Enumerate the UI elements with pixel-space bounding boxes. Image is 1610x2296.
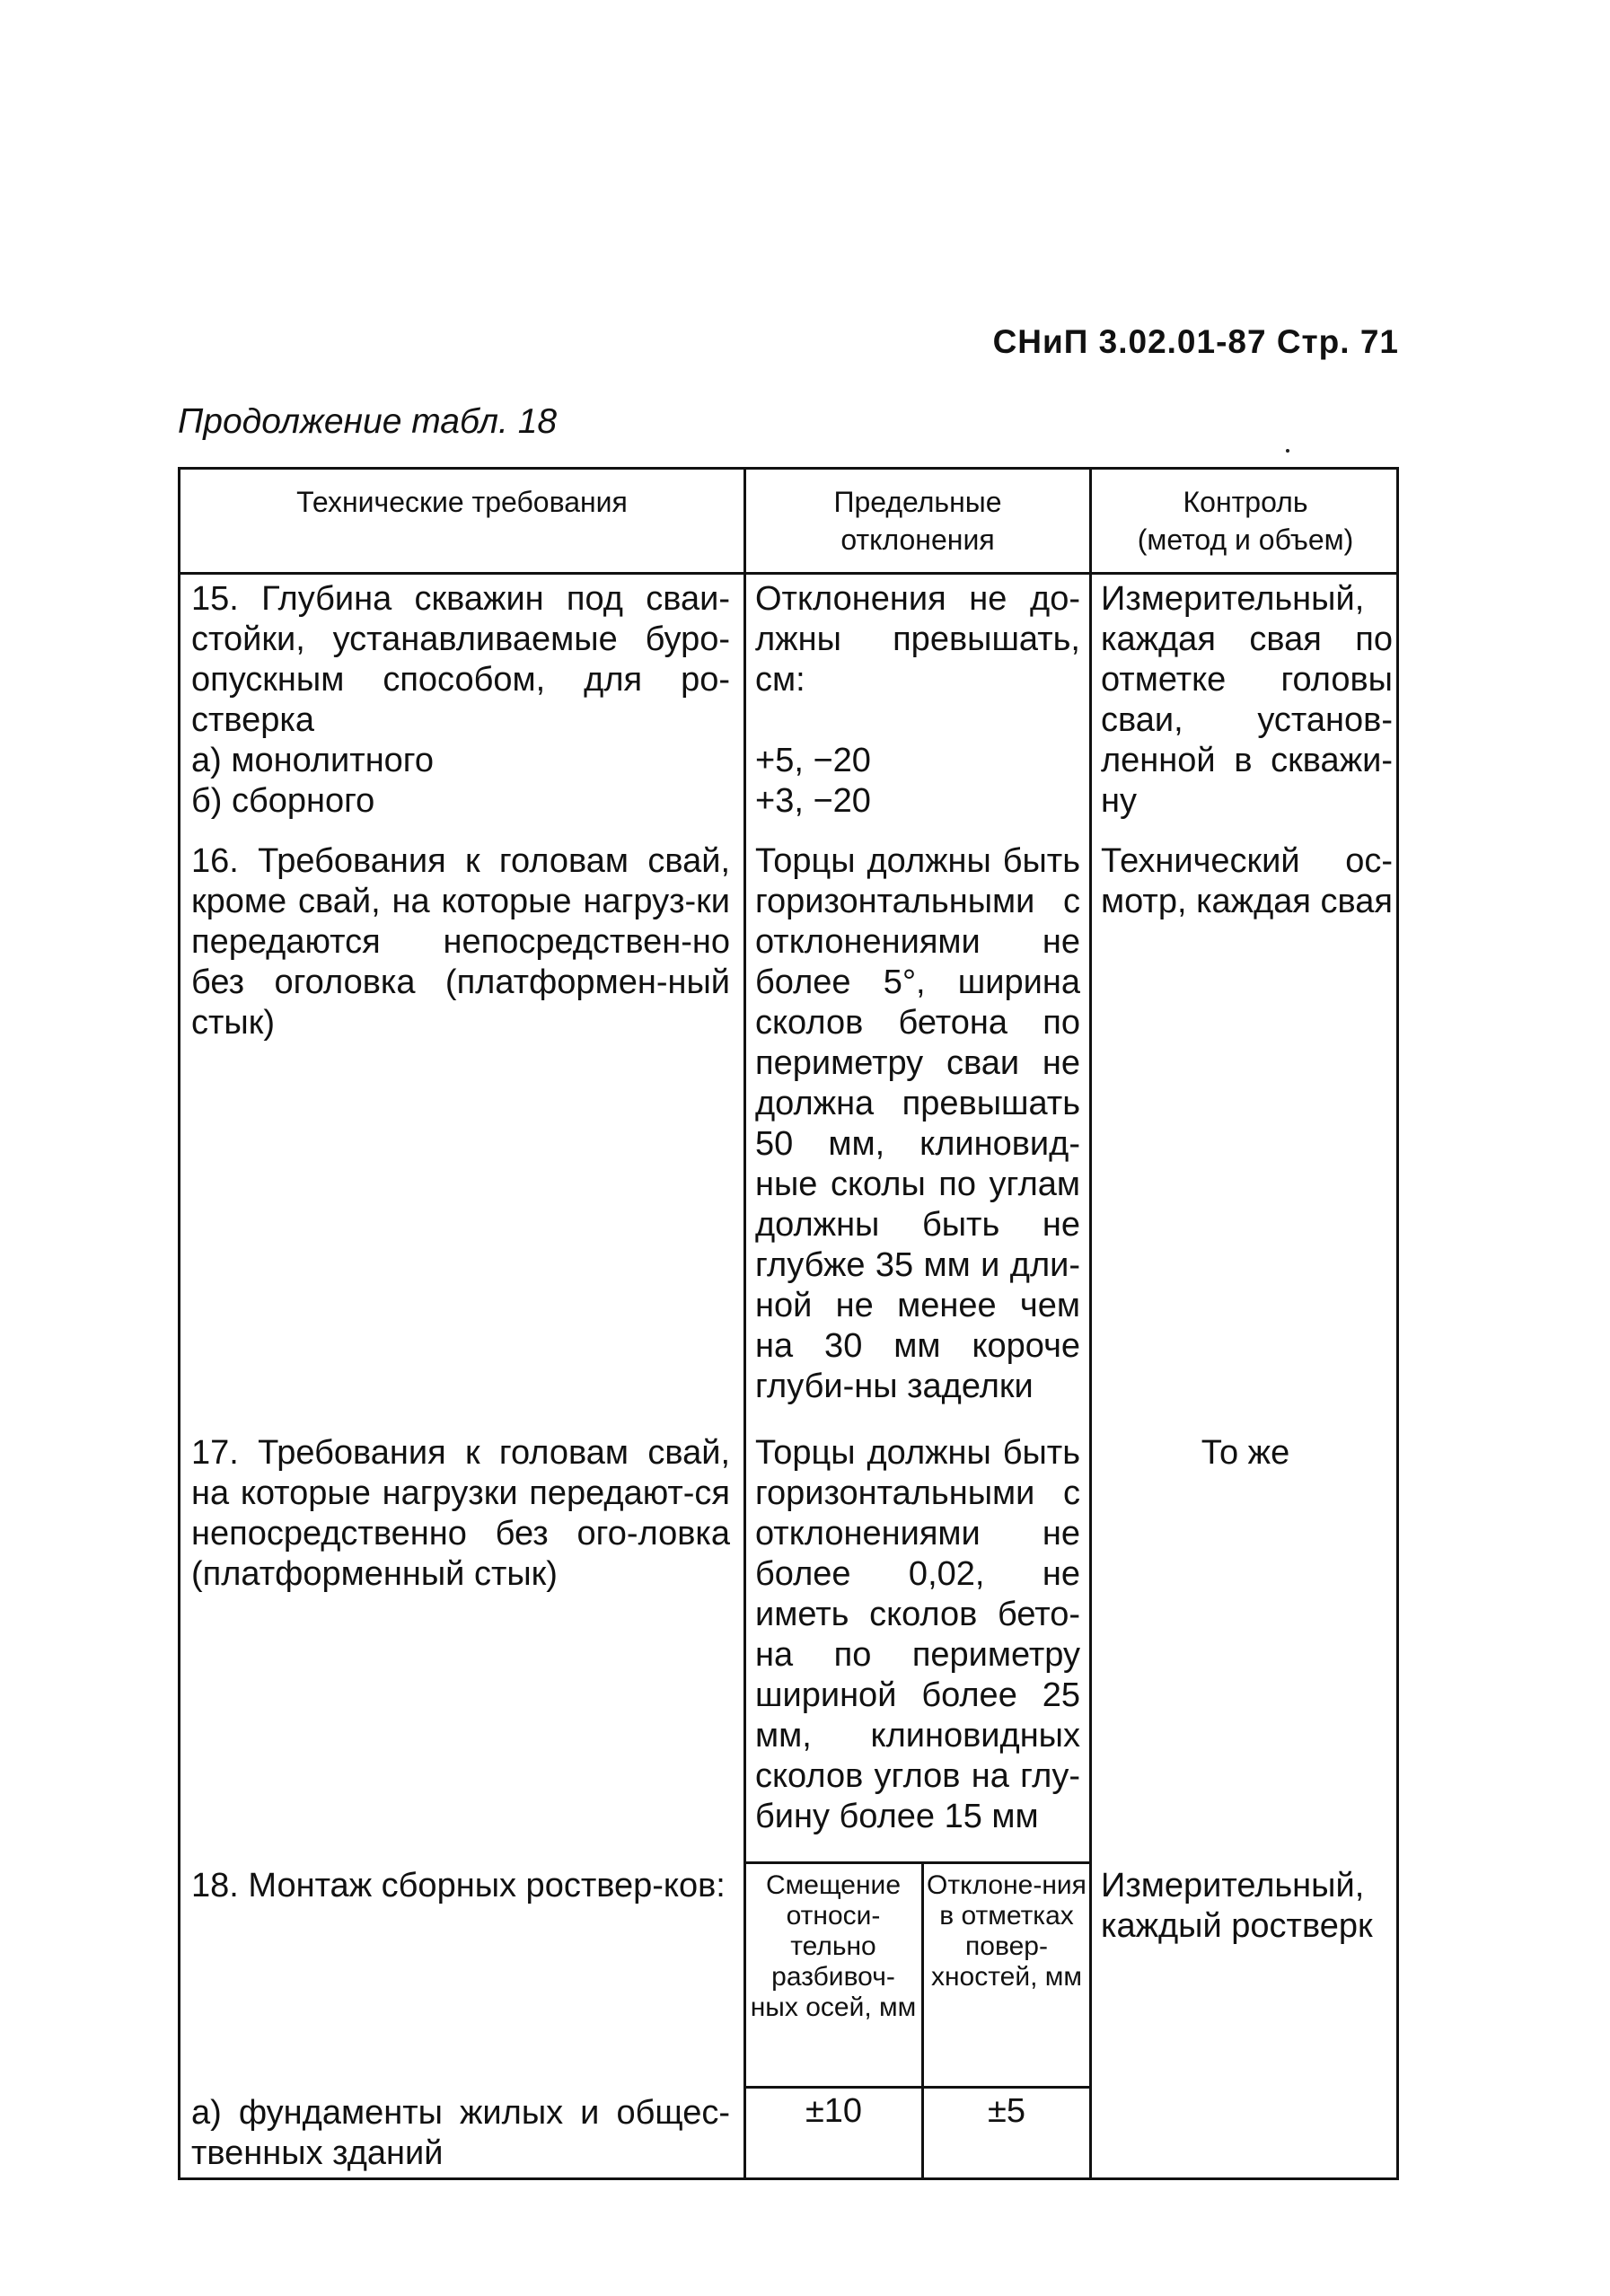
row18a-requirement: а) фундаменты жилых и общес-твенных зданий xyxy=(191,2094,730,2172)
row18a-elevation-value: ±5 xyxy=(988,2092,1025,2130)
col-divider-2 xyxy=(1089,470,1092,2177)
subheader-top-line xyxy=(743,1861,1092,1864)
row16-requirement: 16. Требования к головам свай, кроме свай, на которые нагруз-ки передаются непосредствен-но без оголовка (платформен-ный стык) xyxy=(191,842,730,1042)
col-divider-1 xyxy=(743,470,746,2177)
row17-requirement: 17. Требования к головам свай, на которые нагрузки передают-ся непосредственно без ого-ловка (платформенный стык) xyxy=(191,1434,730,1593)
col-header-requirements: Технические требования xyxy=(296,486,628,518)
page-header: СНиП 3.02.01-87 Стр. 71 xyxy=(992,323,1399,360)
row17-control: То же xyxy=(1201,1434,1290,1472)
row15-deviation: Отклонения не до-лжны превышать, см: +5, −20 +3, −20 xyxy=(755,580,1080,820)
subheader-bottom-line xyxy=(743,2086,1092,2089)
row16-control: Технический ос-мотр, каждая свая xyxy=(1101,842,1394,920)
row15-control: Измерительный, каждая свая по отметке головы сваи, установ-ленной в скважи-ну xyxy=(1101,580,1393,820)
row18-subheader-offset: Смещение относи-тельно разбивоч-ных осей, мм xyxy=(750,1870,917,2022)
col-header-deviations: Предельные отклонения xyxy=(833,486,1002,556)
row18-subheader-elevation: Отклоне-ния в отметках повер-хностей, мм xyxy=(927,1870,1087,1992)
row18a-offset-value: ±10 xyxy=(805,2092,863,2130)
header-divider xyxy=(180,572,1396,575)
row15-requirement: 15. Глубина скважин под сваи-стойки, устанавливаемые буро-опускным способом, для ро-стверка а) монолитного б) сборного xyxy=(191,580,730,820)
row18-requirement: 18. Монтаж сборных роствер-ков: xyxy=(191,1867,726,1905)
row16-deviation: Торцы должны быть горизонтальными с отклонениями не более 5°, ширина сколов бетона по периметру сваи не должна превышать 50 мм, клиновид-ные сколы по углам должны быть не глубже 35 мм и дли-ной не менее чем на 30 мм короче глуби-ны заделки xyxy=(755,842,1080,1405)
scan-speck xyxy=(1286,449,1289,453)
table-caption: Продолжение табл. 18 xyxy=(178,402,558,441)
col-header-control: Контроль (метод и объем) xyxy=(1137,486,1354,556)
row18-control: Измерительный, каждый ростверк xyxy=(1101,1867,1373,1945)
row17-deviation: Торцы должны быть горизонтальными с отклонениями не более 0,02, не иметь сколов бето-на по периметру шириной более 25 мм, клиновидных сколов углов на глу-бину более 15 мм xyxy=(755,1434,1080,1835)
requirements-table xyxy=(178,467,1399,2180)
